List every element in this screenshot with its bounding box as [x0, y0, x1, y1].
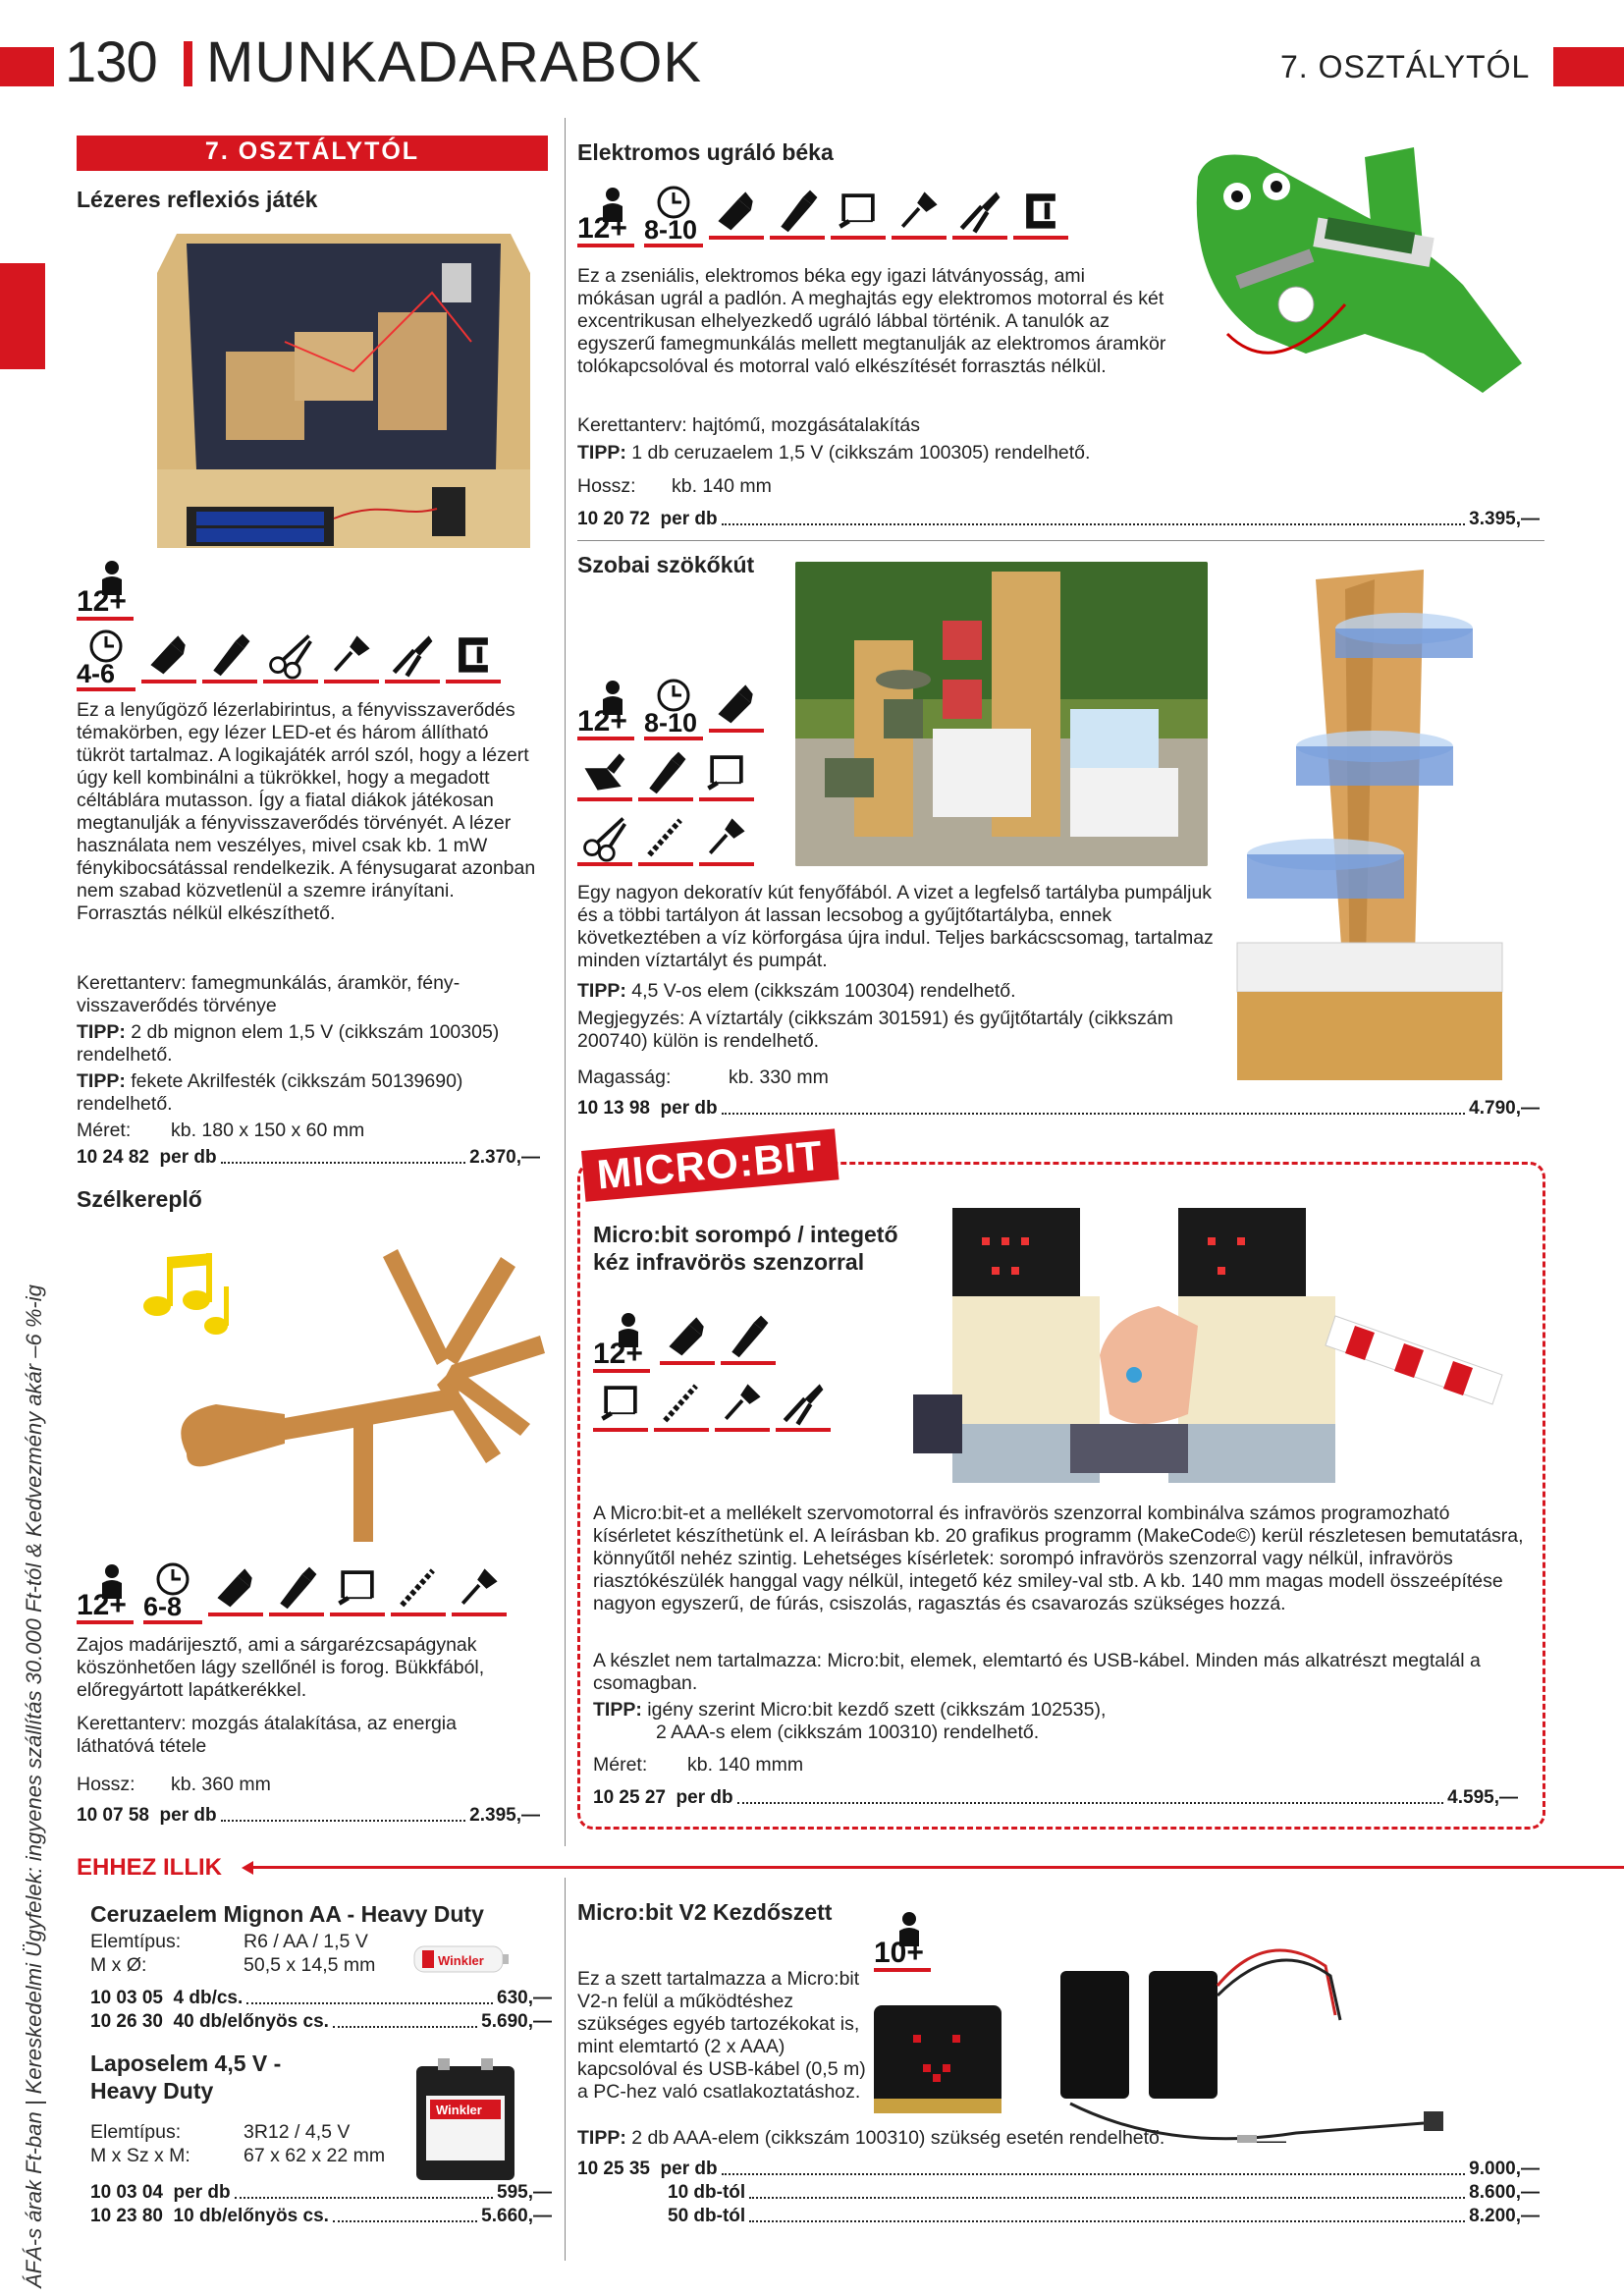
page-number: 130 — [65, 30, 157, 94]
mignon-price-row-2: 10 26 30 40 db/előnyös cs. 5.690,— — [90, 2011, 552, 2032]
glue-bottle-icon — [141, 629, 196, 683]
glue-bottle-icon — [208, 1561, 263, 1616]
drill-icon — [391, 1561, 446, 1616]
frog-photo — [1168, 137, 1542, 403]
accessories-heading: EHHEZ ILLIK — [77, 1854, 222, 1881]
page-title: MUNKADARABOK — [206, 30, 703, 94]
wind-description: Zajos madárijesztő, ami a sárgarézcsapágynak köszönhetően lágy szellőnél is forog. Bükkfából, előregyártott lapátkerékkel. — [77, 1634, 485, 1701]
fountain-price-row: 10 13 98 per db 4.790,— — [577, 1098, 1540, 1119]
screwdriver-icon — [324, 629, 379, 683]
mignon-type: Elemtípus: R6 / AA / 1,5 V — [90, 1931, 368, 1952]
drill-icon — [654, 1377, 709, 1432]
pliers-icon — [385, 629, 440, 683]
flat-dimensions: M x Sz x M: 67 x 62 x 22 mm — [90, 2145, 386, 2166]
screwdriver-icon — [452, 1561, 507, 1616]
section-badge-text: 7. OSZTÁLYTÓL — [204, 137, 420, 165]
glue-tube-icon — [269, 1561, 324, 1616]
age-person-icon: 10+ — [874, 1909, 931, 1972]
coping-saw-icon — [699, 746, 754, 801]
frog-tool-icons — [644, 185, 1068, 247]
fountain-photo-product — [1227, 570, 1512, 1080]
glue-tube-icon — [202, 629, 257, 683]
age-person-icon: 12+ — [577, 185, 634, 247]
header-separator — [184, 41, 192, 86]
laser-tip-2: TIPP: fekete Akrilfesték (cikkszám 50139690) rendelhető. — [77, 1070, 463, 1115]
microbit-barrier-photo — [913, 1178, 1522, 1483]
age-person-icon: 12+ — [77, 1561, 134, 1624]
wind-tool-icons — [143, 1561, 507, 1624]
starter-price-row-2: 10 db-tól 8.600,— — [668, 2182, 1540, 2203]
microbit-price-row: 10 25 27 per db 4.595,— — [593, 1787, 1518, 1808]
clamp-icon — [1013, 185, 1068, 240]
starter-title: Micro:bit V2 Kezdőszett — [577, 1899, 833, 1925]
glue-tube-icon — [770, 185, 825, 240]
flat-price-row-1: 10 03 04 per db 595,— — [90, 2182, 552, 2203]
clamp-icon — [446, 629, 501, 683]
drill-icon — [638, 811, 693, 866]
flat-title-line2: Heavy Duty — [90, 2078, 214, 2104]
pliers-icon — [952, 185, 1007, 240]
mignon-price-row-1: 10 03 05 4 db/cs. 630,— — [90, 1988, 552, 2008]
screwdriver-icon — [892, 185, 947, 240]
mignon-dimensions: M x Ø: 50,5 x 14,5 mm — [90, 1954, 376, 1976]
flat-title-line1: Laposelem 4,5 V - — [90, 2050, 282, 2076]
flat-price-row-2: 10 23 80 10 db/előnyös cs. 5.660,— — [90, 2206, 552, 2226]
fountain-title: Szobai szökőkút — [577, 552, 755, 577]
wind-curriculum: Kerettanterv: mozgás átalakítása, az energia láthatóvá tétele — [77, 1713, 457, 1757]
clock-icon: 8-10 — [644, 678, 703, 740]
starter-description: Ez a szett tartalmazza a Micro:bit V2-n felül a működtéshez szükséges egyéb tartozékokat is, mint elemtartó (2 x AAA) kapcsolóval és USB-kábel (0,5 m) a PC-hez való csatlakoztatáshoz. — [577, 1968, 866, 2103]
column-divider — [565, 118, 566, 1846]
side-tab-marker — [0, 263, 45, 369]
fountain-description: Egy nagyon dekoratív kút fenyőfából. A vizet a legfelső tartályba pumpáljuk és a többi tartályon át lassan lecsobog a gyűjtőtartályba, ennek következtében a víz körforgása újra indul. Teljes barkácscsomag, tartalmaz minden víztartályt és pumpát. — [577, 882, 1214, 971]
frog-size: Hossz: kb. 140 mm — [577, 475, 772, 497]
screwdriver-icon — [715, 1377, 770, 1432]
glue-tube-icon — [721, 1310, 776, 1365]
starter-price-row-1: 10 25 35 per db 9.000,— — [577, 2159, 1540, 2179]
frog-price-row: 10 20 72 per db 3.395,— — [577, 509, 1540, 529]
frog-tip: TIPP: 1 db ceruzaelem 1,5 V (cikkszám 100305) rendelhető. — [577, 442, 1091, 464]
coping-saw-icon — [593, 1377, 648, 1432]
microbit-title-line2: kéz infravörös szenzorral — [593, 1249, 865, 1275]
microbit-tool-icons-1 — [660, 1310, 776, 1365]
sanding-block-icon — [577, 746, 632, 801]
column-divider-bottom — [565, 1878, 566, 2261]
starter-price-row-3: 50 db-tól 8.200,— — [668, 2206, 1540, 2226]
fountain-tip: TIPP: 4,5 V-os elem (cikkszám 100304) rendelhető. — [577, 980, 1016, 1002]
fountain-tool-icons-1 — [644, 678, 764, 740]
frog-curriculum: Kerettanterv: hajtómű, mozgásátalakítás — [577, 414, 921, 436]
microbit-description: A Micro:bit-et a mellékelt szervomotorral és infravörös szenzorral kombinálva számos programozható kísérletet készíthetünk el. A leírásban kb. 20 grafikus programm (MakeCode©) kerül részletesen bemutatásra, könnyűtől nehéz szintig. Lehetséges kísérletek: sorompó infravörös szenzorral vagy nélkül, infravörös riasztókészülék hanggal vagy nélkül, integető kéz smiley-val stb. A kb. 140 mm magas modell összeépítése nagyon egyszerű, de fúrás, csiszolás, ragasztás és csavarozás szükséges hozzá. — [593, 1503, 1524, 1614]
side-note: ÁFÁ-s árak Ft-ban | Kereskedelmi Ügyfelek: ingyenes szállítás 30.000 Ft-tól & Kedvezmény akár –6 %-ig — [22, 1285, 46, 2288]
laser-title: Lézeres reflexiós játék — [77, 187, 318, 212]
scissors-icon — [577, 811, 632, 866]
starter-tip: TIPP: 2 db AAA-elem (cikkszám 100310) szükség esetén rendelhető. — [577, 2127, 1165, 2149]
frog-description: Ez a zseniális, elektromos béka egy igazi látványosság, ami mókásan ugrál a padlón. A meghajtás egy elektromos motorral és két excentrikusan elhelyezkedő ugráló lábbal történik. A tanulók az egyszerű famegmunkálás mellett megtanulják az elektromos áramkör tolókapcsolóval és motorral való elkészítését forrasztás nélkül. — [577, 265, 1166, 377]
microbit-title-line1: Micro:bit sorompó / integető — [593, 1222, 898, 1247]
laser-price-row: 10 24 82 per db 2.370,— — [77, 1147, 540, 1168]
svg-text:Winkler: Winkler — [438, 1953, 484, 1968]
laser-maze-photo — [157, 224, 530, 558]
flat-type: Elemtípus: 3R12 / 4,5 V — [90, 2121, 351, 2143]
frog-title: Elektromos ugráló béka — [577, 139, 834, 165]
microbit-badge: MICRO:BIT — [581, 1128, 839, 1201]
microbit-excluded: A készlet nem tartalmazza: Micro:bit, elemek, elemtartó és USB-kábel. Minden más alkatrészt megtalál a csomagban. — [593, 1650, 1481, 1694]
wind-title: Szélkereplő — [77, 1186, 202, 1212]
glue-bottle-icon — [709, 185, 764, 240]
fountain-size: Magasság: kb. 330 mm — [577, 1066, 829, 1088]
laser-size: Méret: kb. 180 x 150 x 60 mm — [77, 1120, 365, 1141]
age-person-icon: 12+ — [593, 1310, 650, 1373]
fountain-tool-icons-3 — [577, 811, 754, 866]
fountain-tool-icons-2 — [577, 746, 754, 801]
laser-description: Ez a lenyűgöző lézerlabirintus, a fényvisszaverődés témakörben, egy lézer LED-et és három állítható tükröt tartalmaz. A logikajáték arról szól, hogy a lézert úgy kell kombinálni a tükrökkel, hogy a megadott céltáblára mutasson. Így a fiatal diákok játékosan megtanulják a fényvisszaverődés törvényét. A lézer használata nem veszélyes, mivel csak kb. 1 mW fénykibocsátással rendelkezik. A fénysugarat azonban nem szabad közvetlenül a szemre irányítani. Forrasztás nélkül elkészíthető. — [77, 699, 536, 924]
header-accent-right — [1553, 47, 1624, 86]
pliers-icon — [776, 1377, 831, 1432]
row-divider — [577, 540, 1544, 541]
mignon-title: Ceruzaelem Mignon AA - Heavy Duty — [90, 1901, 484, 1927]
windmill-photo — [128, 1218, 550, 1552]
microbit-starter-kit-photo — [874, 1927, 1542, 2143]
scissors-icon — [263, 629, 318, 683]
clock-icon: 4-6 — [77, 629, 135, 691]
laser-curriculum: Kerettanterv: famegmunkálás, áramkör, fényvisszaverődés törvénye — [77, 972, 460, 1016]
laser-tool-icons — [77, 629, 501, 691]
coping-saw-icon — [330, 1561, 385, 1616]
clock-icon: 8-10 — [644, 185, 703, 247]
coping-saw-icon — [831, 185, 886, 240]
glue-bottle-icon — [660, 1310, 715, 1365]
wind-price-row: 10 07 58 per db 2.395,— — [77, 1805, 540, 1826]
age-person-icon: 12+ — [77, 558, 134, 621]
svg-text:Winkler: Winkler — [436, 2103, 482, 2117]
microbit-tool-icons-2 — [593, 1377, 831, 1432]
fountain-photo-outdoor — [795, 562, 1208, 866]
age-person-icon: 12+ — [577, 678, 634, 740]
header-accent-left — [0, 47, 54, 86]
fountain-note: Megjegyzés: A víztartály (cikkszám 301591) és gyűjtőtartály (cikkszám 200740) külön is rendelhető. — [577, 1008, 1173, 1052]
glue-bottle-icon — [709, 678, 764, 733]
microbit-size: Méret: kb. 140 mmm — [593, 1754, 804, 1776]
clock-icon: 6-8 — [143, 1561, 202, 1624]
winkler-aa-battery-image — [412, 1941, 511, 1976]
wind-size: Hossz: kb. 360 mm — [77, 1774, 271, 1795]
screwdriver-icon — [699, 811, 754, 866]
microbit-tip: TIPP: igény szerint Micro:bit kezdő szett (cikkszám 102535), 2 AAA-s elem (cikkszám 100310) rendelhető. — [593, 1699, 1107, 1743]
glue-tube-icon — [638, 746, 693, 801]
header-section-label: 7. OSZTÁLYTÓL — [1280, 49, 1531, 84]
laser-tip-1: TIPP: 2 db mignon elem 1,5 V (cikkszám 100305) rendelhető. — [77, 1021, 500, 1066]
accessories-rule — [251, 1866, 1624, 1869]
